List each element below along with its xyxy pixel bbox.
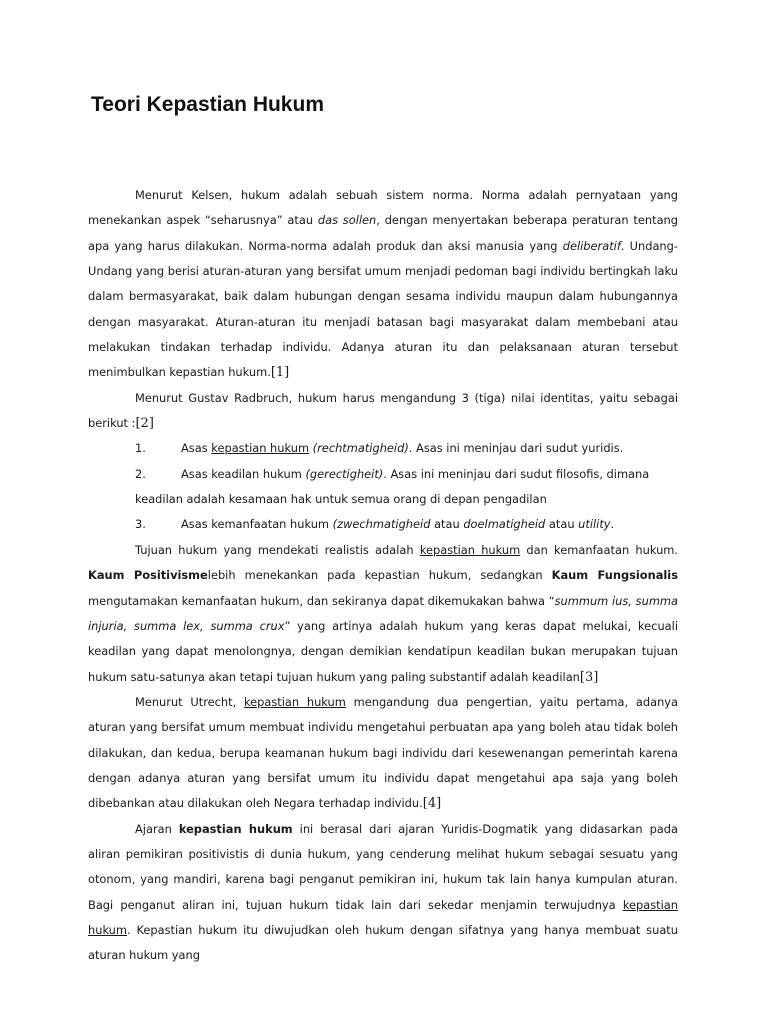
bold-term: kepastian hukum <box>178 821 293 836</box>
italic-term: (gerectigheit) <box>305 466 384 481</box>
underlined-term[interactable]: kepastian hukum <box>88 897 678 937</box>
bold-term: Kaum Fungsionalis <box>551 568 678 583</box>
underlined-term[interactable]: kepastian hukum <box>243 694 346 709</box>
document-title: Teori Kepastian Hukum <box>91 93 324 116</box>
italic-term: summum ius, summa injuria, summa lex, summa crux <box>88 593 678 633</box>
italic-term: deliberatif <box>562 238 621 253</box>
paragraph-utrecht <box>88 690 678 817</box>
text-run: ” yang artinya adalah hukum yang keras dapat melukai, kecuali keadilan yang dapat menolongnya, dengan demikian kendatipun keadilan bukan merupakan tujuan hukum satu-satunya akan tetapi tujuan hukum yang paling substantif adalah keadilan <box>88 618 678 684</box>
text-run: atau <box>545 517 579 532</box>
text-run: . Asas ini meninjau dari sudut yuridis. <box>408 441 624 456</box>
text-run: mengandung dua pengertian, yaitu pertama, adanya aturan yang bersifat umum membuat individu mengetahui perbuatan apa yang boleh atau tidak boleh dilakukan, dan kedua, berupa keamanan hukum bagi individu dari kesewenangan pemerintah karena dengan adanya aturan yang bersifat umum itu individu dapat mengetahui apa saja yang boleh dibebankan atau dilakukan oleh Negara terhadap individu. <box>88 694 679 811</box>
text-run: . <box>610 517 615 532</box>
document-body <box>88 183 678 969</box>
underlined-term[interactable]: kepastian hukum <box>211 441 310 456</box>
text-run: Asas keadilan hukum <box>181 466 306 481</box>
text-run: lebih menekankan pada kepastian hukum, sedangkan <box>207 568 552 583</box>
list-item-1 <box>88 436 678 461</box>
italic-term: utility <box>578 517 611 532</box>
text-run: ini berasal dari ajaran Yuridis-Dogmatik yang didasarkan pada aliran pemikiran positivistis di dunia hukum, yang cenderung melihat hukum sebagai sesuatu yang otonom, yang mandiri, karena bagi penganut pemikiran ini, hukum tak lain hanya kumpulan aturan. Bagi penganut aliran ini, tujuan hukum tidak lain dari sekedar menjamin terwujudnya <box>88 821 678 912</box>
text-run: Menurut Kelsen, hukum adalah sebuah sistem norma. Norma adalah pernyataan yang menekankan aspek “seharusnya” atau <box>88 188 678 228</box>
footnote-ref-3[interactable]: [3] <box>579 669 599 685</box>
list-number: 1. <box>135 441 146 456</box>
text-run: Menurut Gustav Radbruch, hukum harus mengandung 3 (tiga) nilai identitas, yaitu sebagai berikut : <box>88 390 678 431</box>
text-run: , dengan menyertakan beberapa peraturan tentang apa yang harus dilakukan. Norma-norma adalah produk dan aksi manusia yang <box>88 213 679 253</box>
text-run: Asas <box>181 441 212 456</box>
list-number: 2. <box>135 466 146 481</box>
text-run: . Kepastian hukum itu diwujudkan oleh hukum dengan sifatnya yang hanya membuat suatu aturan hukum yang <box>88 922 678 963</box>
text-run: Tujuan hukum yang mendekati realistis adalah <box>135 542 420 557</box>
list-item-2-continuation: keadilan adalah kesamaan hak untuk semua orang di depan pengadilan <box>135 492 547 507</box>
list-item-3 <box>88 512 678 537</box>
footnote-ref-1[interactable]: [1] <box>270 365 290 381</box>
text-run: Ajaran <box>135 821 179 836</box>
paragraph-radbruch <box>88 386 678 437</box>
italic-term: (zwechmatigheid <box>332 517 431 532</box>
footnote-ref-2[interactable]: [2] <box>135 416 154 432</box>
text-run: . Asas ini meninjau dari sudut filosofis, dimana <box>383 466 650 481</box>
text-run: dan kemanfaatan hukum. <box>520 542 679 557</box>
italic-term: doelmatigheid <box>463 517 546 532</box>
paragraph-ajaran <box>88 817 678 969</box>
paragraph-kelsen <box>88 183 678 386</box>
italic-term: (rechtmatigheid) <box>309 441 409 456</box>
underlined-term[interactable]: kepastian hukum <box>419 542 521 557</box>
paragraph-tujuan-hukum <box>88 538 678 690</box>
list-item-2 <box>88 462 678 487</box>
list-number: 3. <box>135 517 146 532</box>
text-run: . Undang-Undang yang berisi aturan-aturan yang bersifat umum menjadi pedoman bagi individu bertingkah laku dalam bermasyarakat, baik dalam hubungan dengan sesama individu maupun dalam hubungannya dengan masyarakat. Aturan-aturan itu menjadi batasan bagi masyarakat dalam membebani atau melakukan tindakan terhadap individu. Adanya aturan itu dan pelaksanaan aturan tersebut menimbulkan kepastian hukum. <box>88 238 678 380</box>
text-run: Menurut Utrecht, <box>135 694 244 709</box>
footnote-ref-4[interactable]: [4] <box>422 796 442 812</box>
italic-term: das sollen <box>317 213 377 228</box>
text-run: atau <box>430 517 464 532</box>
bold-term: Kaum Positivisme <box>88 568 208 583</box>
text-run: mengutamakan kemanfaatan hukum, dan sekiranya dapat dikemukakan bahwa “ <box>88 593 555 608</box>
text-run: Asas kemanfaatan hukum <box>181 517 333 532</box>
